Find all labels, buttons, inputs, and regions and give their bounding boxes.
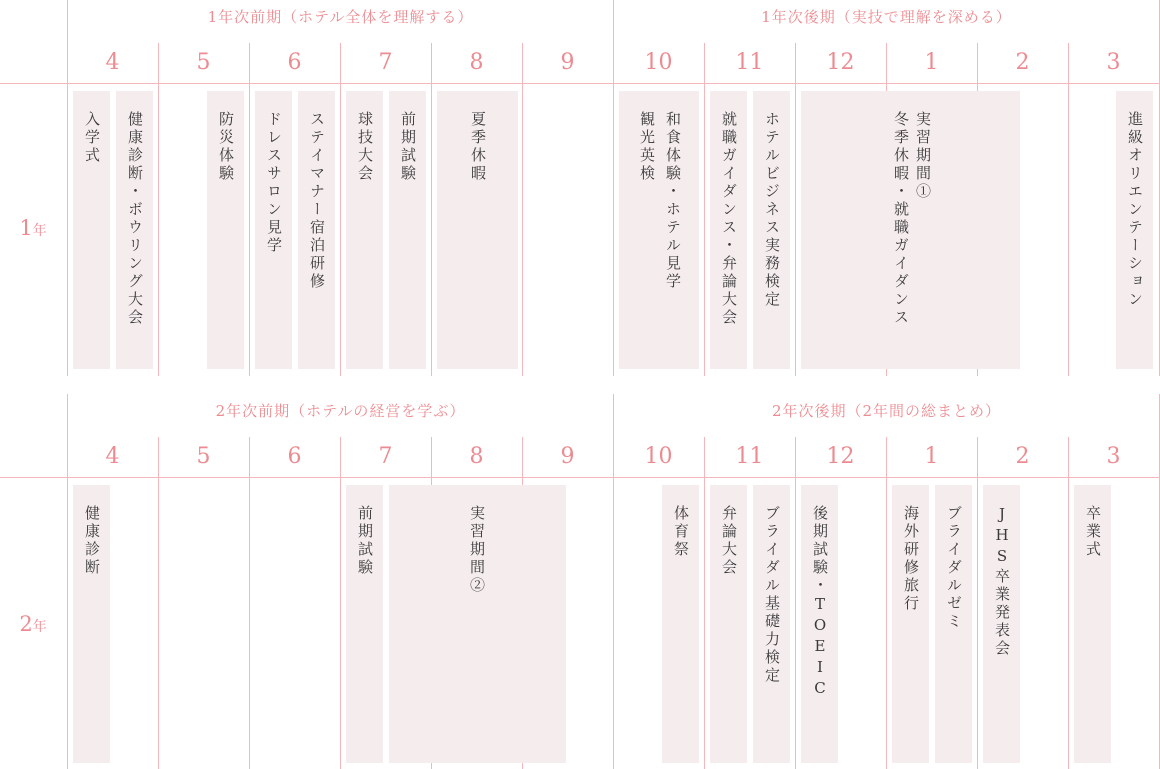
event-label: ブライダルゼミ — [945, 505, 963, 631]
month-label: 5 — [196, 444, 211, 469]
grid-line — [249, 43, 250, 376]
month-label: 12 — [826, 444, 855, 469]
event-card — [346, 91, 383, 369]
event-card — [1116, 91, 1153, 369]
event-card — [73, 91, 110, 369]
event-label: 海外研修旅行 — [902, 505, 920, 613]
grid-line — [522, 43, 523, 376]
month-label: 6 — [287, 50, 302, 75]
year-unit: 年 — [32, 223, 47, 239]
event-card — [753, 485, 790, 763]
month-label: 11 — [735, 50, 764, 75]
year-number: 2 — [19, 612, 33, 636]
event-card — [753, 91, 790, 369]
event-card — [662, 485, 699, 763]
period-heading: 1年次後期（実技で理解を深める） — [761, 8, 1012, 26]
event-card — [983, 485, 1020, 763]
event-card — [346, 485, 383, 763]
month-label: 7 — [378, 444, 393, 469]
grid-line — [249, 437, 250, 769]
event-card — [207, 91, 244, 369]
event-label: 弁論大会 — [720, 505, 738, 577]
grid-line — [1068, 43, 1069, 376]
event-label: 観光英検 — [638, 111, 656, 183]
grid-line — [158, 43, 159, 376]
event-label: 進級オリエンテーション — [1126, 111, 1144, 309]
month-label: 9 — [560, 50, 575, 75]
event-card — [389, 485, 566, 763]
month-label: 10 — [644, 444, 673, 469]
event-card — [892, 485, 929, 763]
grid-line — [1068, 437, 1069, 769]
month-label: 11 — [735, 444, 764, 469]
year-unit: 年 — [32, 619, 47, 635]
grid-line — [795, 437, 796, 769]
grid-line — [704, 43, 705, 376]
event-label: 前期試験 — [356, 505, 374, 577]
year-label — [0, 612, 66, 636]
event-label: ホテルビジネス実務検定 — [763, 111, 781, 309]
month-label: 1 — [924, 444, 939, 469]
month-label: 9 — [560, 444, 575, 469]
event-label: 和食体験・ホテル見学 — [664, 111, 682, 291]
grid-line — [0, 477, 1160, 478]
event-label: 実習期間② — [468, 505, 486, 595]
month-label: 2 — [1015, 444, 1030, 469]
month-label: 4 — [105, 50, 120, 75]
month-label: 4 — [105, 444, 120, 469]
event-label: 健康診断・ボウリング大会 — [126, 111, 144, 327]
month-label: 6 — [287, 444, 302, 469]
event-label: 防災体験 — [217, 111, 235, 183]
month-label: 3 — [1106, 50, 1121, 75]
grid-line — [0, 83, 1160, 84]
event-card — [255, 91, 292, 369]
grid-line — [977, 437, 978, 769]
event-label: 健康診断 — [83, 505, 101, 577]
month-label: 12 — [826, 50, 855, 75]
period-heading: 1年次前期（ホテル全体を理解する） — [207, 8, 474, 26]
period-heading: 2年次後期（2年間の総まとめ） — [771, 402, 1002, 420]
event-label: 体育祭 — [672, 505, 690, 559]
event-card — [116, 91, 153, 369]
event-card — [710, 91, 747, 369]
event-label: JHS卒業発表会 — [993, 505, 1011, 658]
event-card — [1074, 485, 1111, 763]
event-card — [801, 485, 838, 763]
event-card — [710, 485, 747, 763]
grid-line — [431, 43, 432, 376]
month-label: 1 — [924, 50, 939, 75]
event-card — [801, 91, 1020, 369]
grid-line — [886, 437, 887, 769]
event-label: 入学式 — [83, 111, 101, 165]
month-label: 8 — [469, 50, 484, 75]
event-label: 就職ガイダンス・弁論大会 — [720, 111, 738, 327]
event-label: 前期試験 — [399, 111, 417, 183]
period-heading: 2年次前期（ホテルの経営を学ぶ） — [215, 402, 466, 420]
grid-line — [704, 437, 705, 769]
event-label: ブライダル基礎力検定 — [763, 505, 781, 685]
event-card — [437, 91, 518, 369]
grid-line — [340, 437, 341, 769]
event-card — [619, 91, 699, 369]
event-card — [298, 91, 335, 369]
month-label: 7 — [378, 50, 393, 75]
event-label: 冬季休暇・就職ガイダンス — [892, 111, 910, 327]
event-label: 夏季休暇 — [469, 111, 487, 183]
year-number: 1 — [19, 216, 33, 240]
grid-line — [340, 43, 341, 376]
year-label — [0, 216, 66, 240]
event-label: 後期試験・TOEIC — [811, 505, 829, 700]
event-card — [389, 91, 426, 369]
event-label: 球技大会 — [356, 111, 374, 183]
month-label: 8 — [469, 444, 484, 469]
event-label: ドレスサロン見学 — [265, 111, 283, 255]
month-label: 10 — [644, 50, 673, 75]
month-label: 3 — [1106, 444, 1121, 469]
event-label: ステイマナー宿泊研修 — [308, 111, 326, 291]
event-card — [935, 485, 972, 763]
grid-line — [158, 437, 159, 769]
event-label: 実習期間① — [914, 111, 932, 201]
grid-line — [795, 43, 796, 376]
month-label: 2 — [1015, 50, 1030, 75]
event-card — [73, 485, 110, 763]
event-label: 卒業式 — [1084, 505, 1102, 559]
month-label: 5 — [196, 50, 211, 75]
